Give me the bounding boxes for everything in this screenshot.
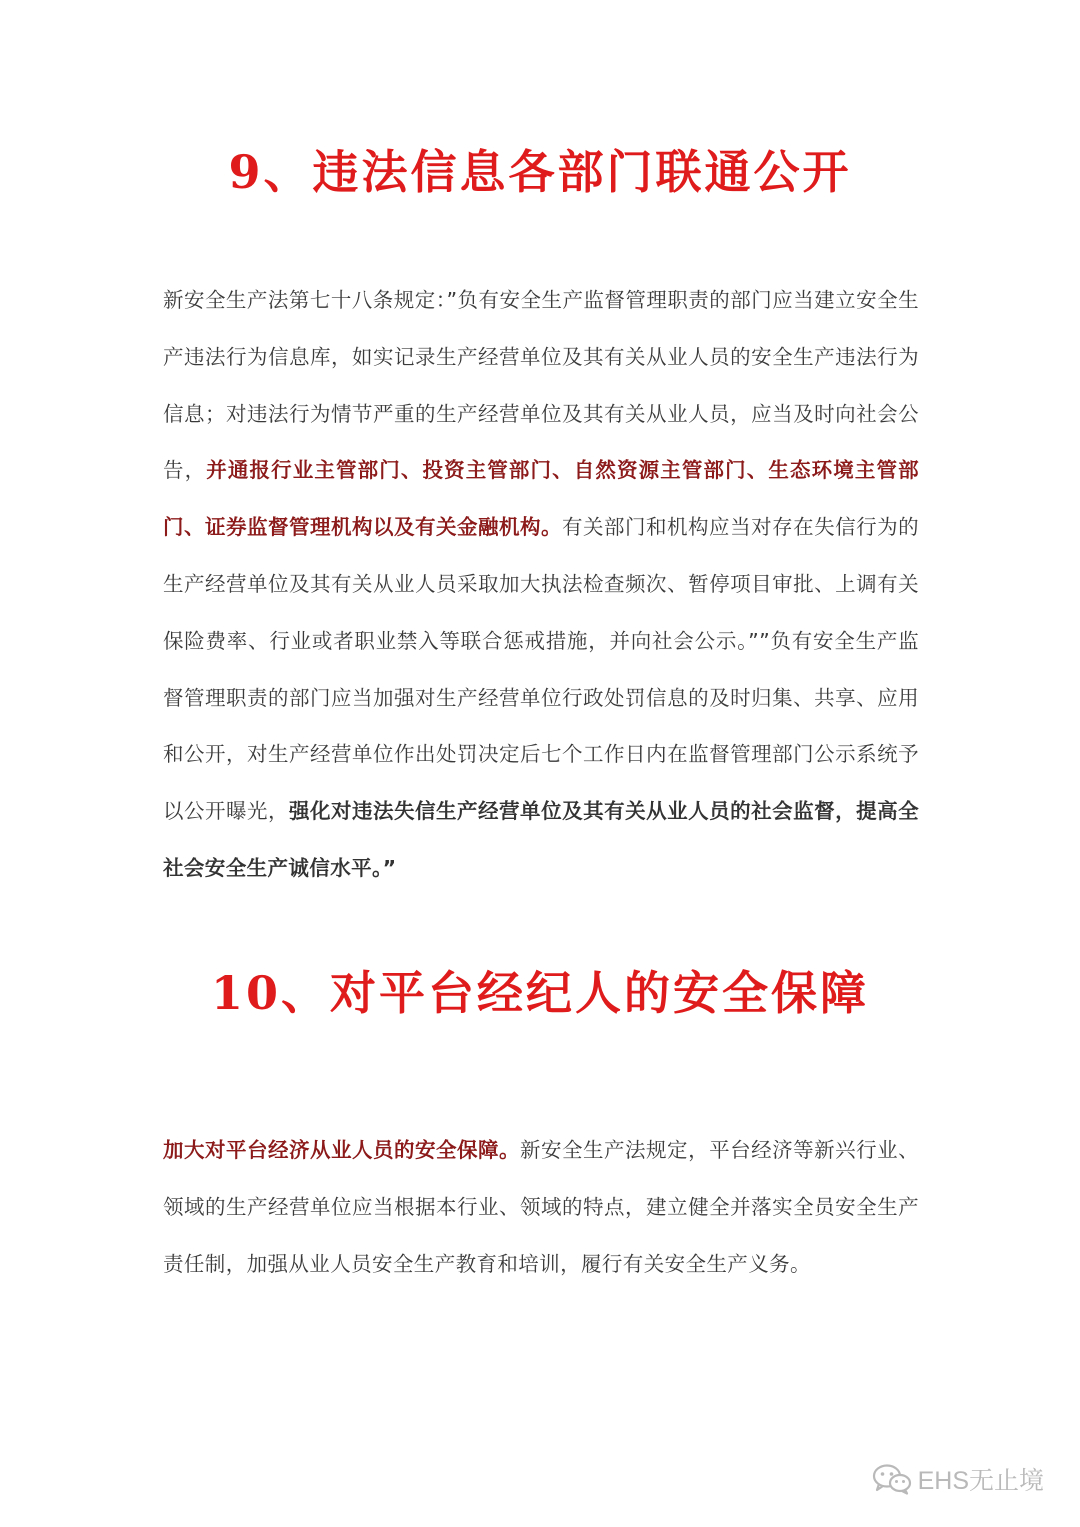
highlighted-text: 加大对平台经济从业人员的安全保障。 [163,1138,521,1162]
bold-text: 强化对违法失信生产经营单位及其有关从业人员的社会监督，提高全社会安全生产诚信水平。” [163,799,920,880]
section-10-paragraph [163,1122,919,1292]
paragraph-text: 新安全生产法第七十八条规定：”负有安全生产监督管理职责的部门应当建立安全生产违法行为信息库，如实记录生产经营单位及其有关从业人员的安全生产违法行为信息；对违法行为情节严重的生产经营单位及其有关从业人员，应当及时向社会公告， [163,288,919,483]
watermark-text: EHS无止境 [917,1467,1044,1495]
section-9-paragraph [163,272,919,897]
section-9-heading: 9、违法信息各部门联通公开 [228,145,852,199]
highlighted-text: 并通报行业主管部门、投资主管部门、自然资源主管部门、生态环境主管部门、证券监督管理机构以及有关金融机构。 [163,458,919,540]
watermark [872,1461,1044,1497]
paragraph-text: 有关部门和机构应当对存在失信行为的生产经营单位及其有关从业人员采取加大执法检查频次、暂停项目审批、上调有关保险费率、行业或者职业禁入等联合惩戒措施，并向社会公示。””负有安全生产监督管理职责的部门应当加强对生产经营单位行政处罚信息的及时归集、共享、应用和公开，对生产经营单位作出处罚决定后七个工作日内在监督管理部门公示系统予以公开曝光， [163,515,919,824]
section-10-heading: 10、对平台经纪人的安全保障 [210,966,869,1020]
wechat-icon [872,1463,912,1495]
paragraph-text: 新安全生产法规定，平台经济等新兴行业、领域的生产经营单位应当根据本行业、领域的特点，建立健全并落实全员安全生产责任制，加强从业人员安全生产教育和培训，履行有关安全生产义务。 [163,1138,919,1276]
